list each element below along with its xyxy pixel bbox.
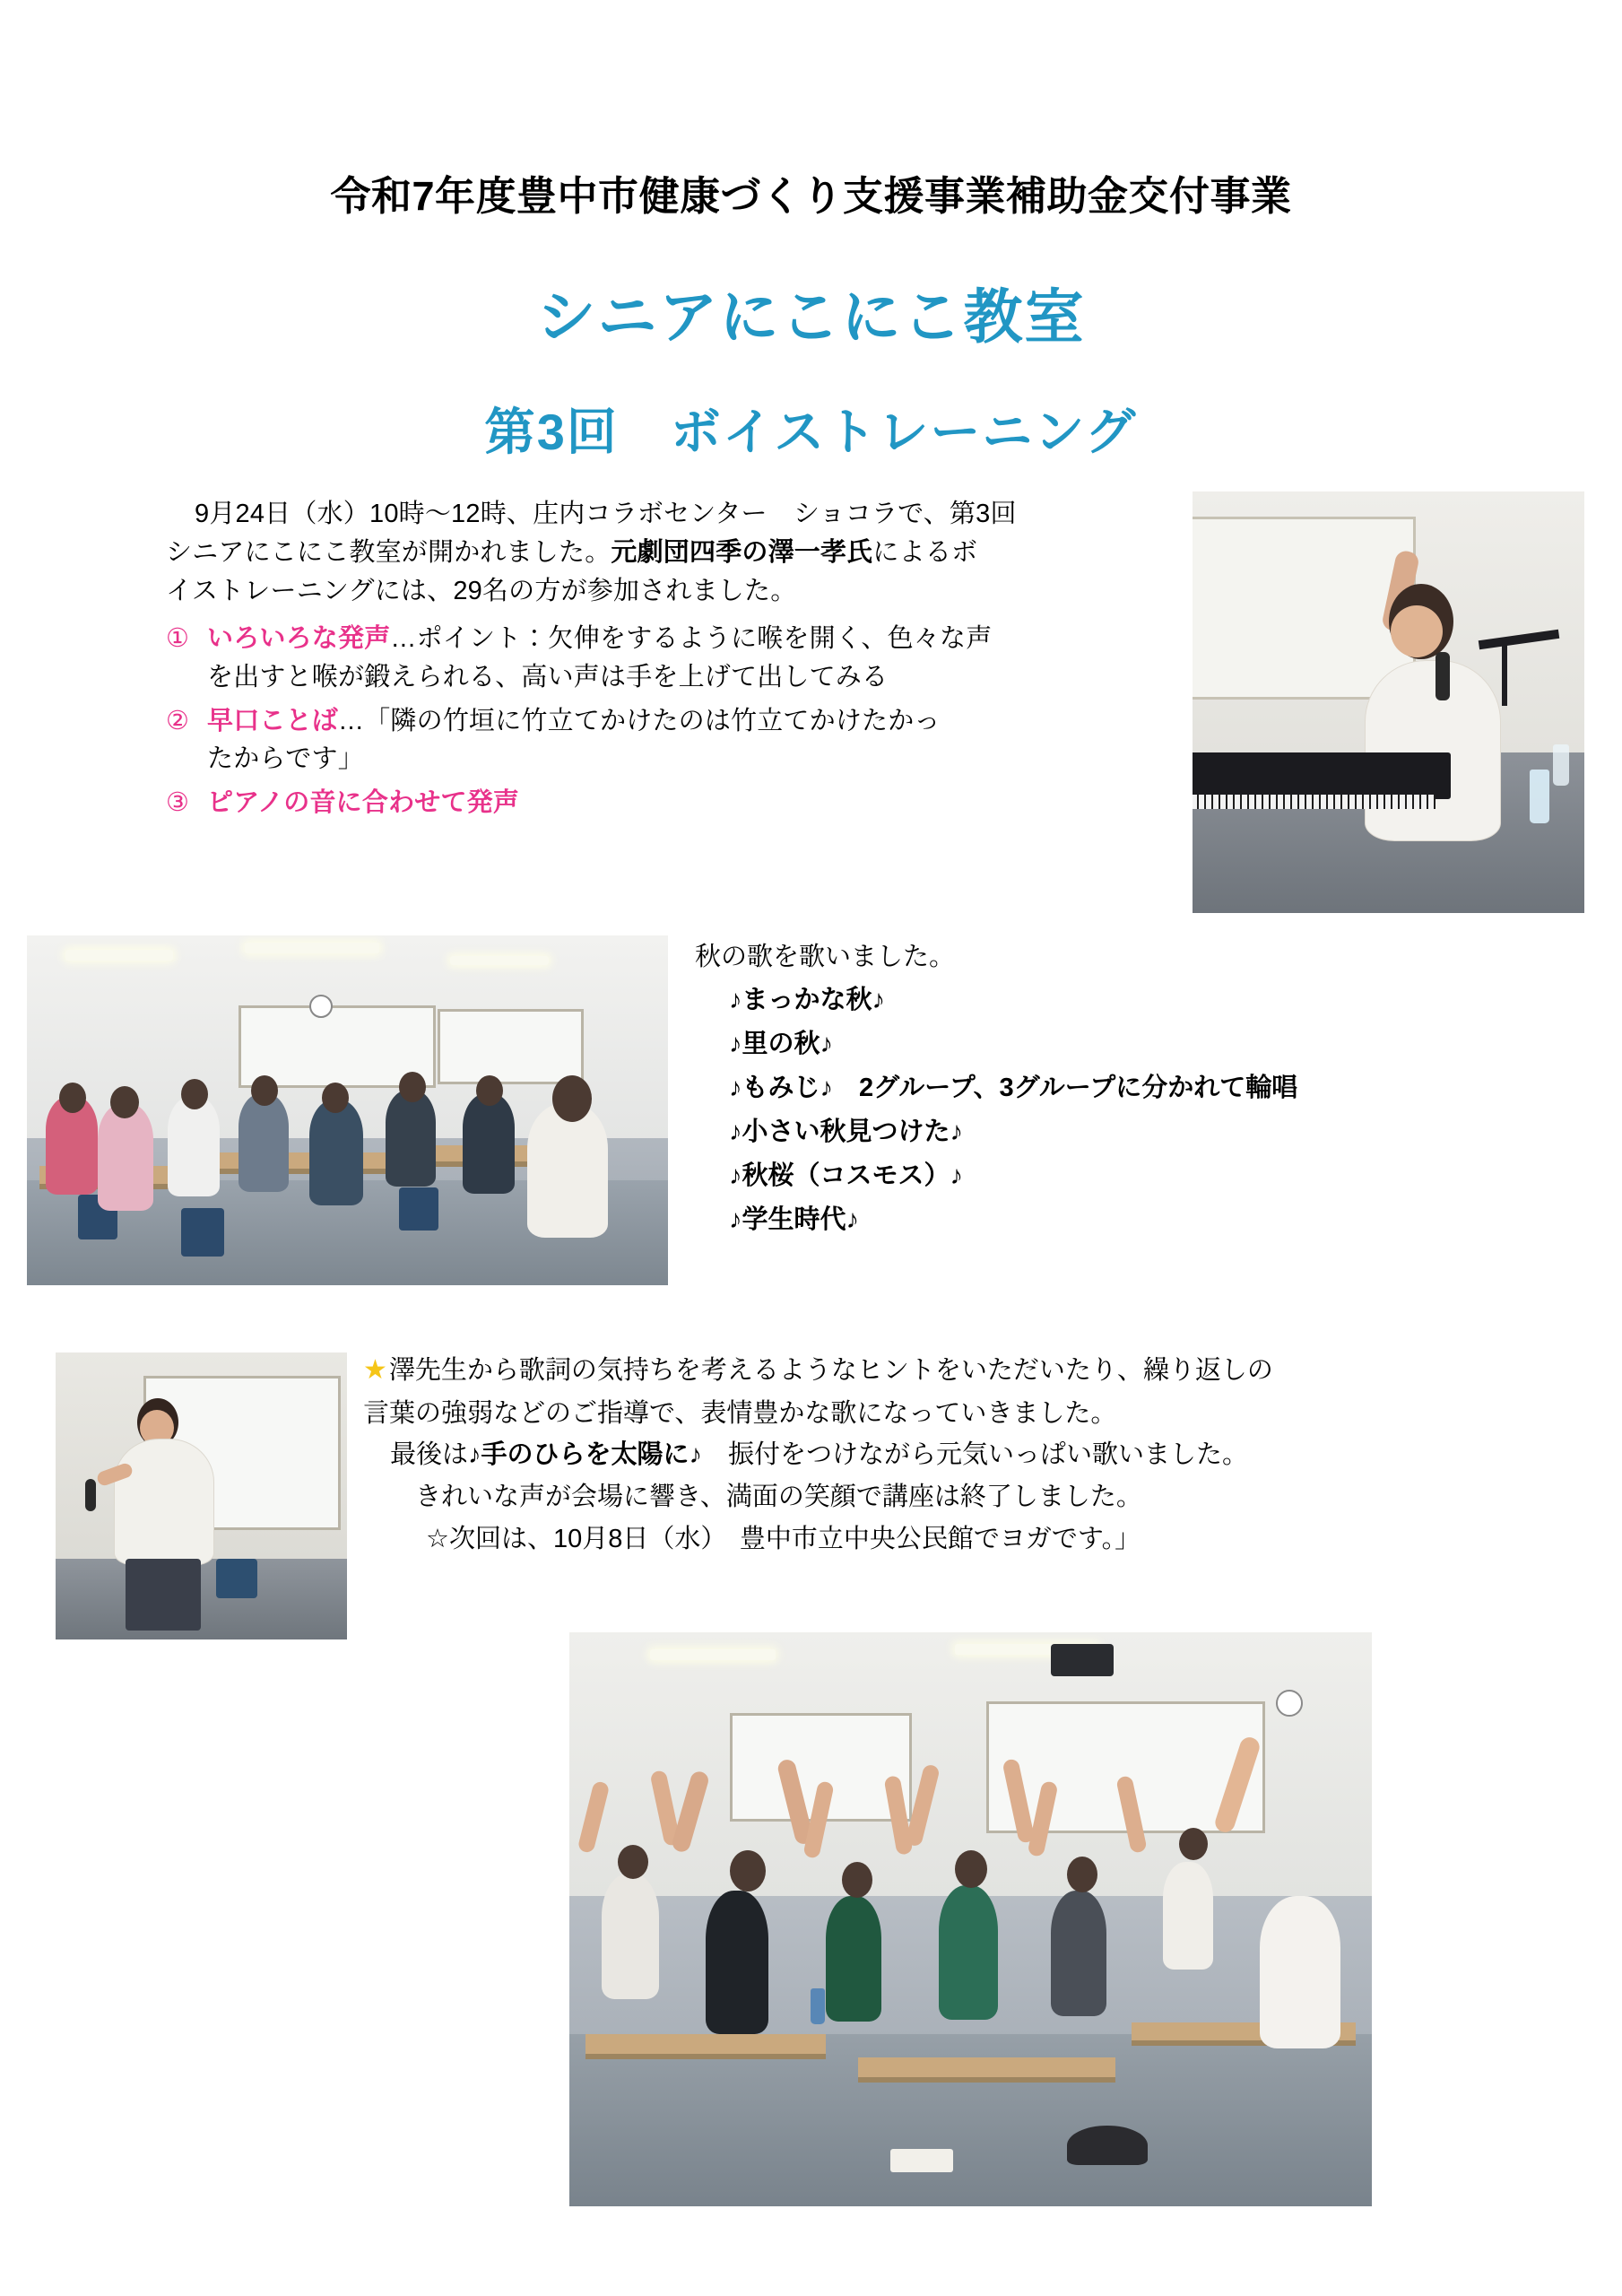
point-label-3: ピアノの音に合わせて発声 [207,788,520,818]
songs-section [695,937,1547,1245]
comment-section [363,1350,1556,1561]
photo-speaker-mic [1193,491,1584,913]
list-item [166,620,1184,697]
list-item: ♪もみじ♪ 2グループ、3グループに分かれて輪唱 [729,1074,1298,1103]
point-body-1 [207,620,1184,697]
comment-line-2: 言葉の強弱などのご指導で、表情豊かな歌になっていきました。 [363,1398,1117,1428]
list-item [166,702,1184,779]
point-list [166,620,1184,823]
list-item: ♪秋桜（コスモス）♪ [729,1161,964,1191]
point-label-1: いろいろな発声 [207,623,391,653]
comment-line-4: きれいな声が会場に響き、満面の笑顔で講座は終了しました。 [415,1483,1142,1512]
songs-heading: 秋の歌を歌いました。 [695,943,956,971]
intro-text [166,495,1184,828]
list-item [166,784,1184,822]
intro-line-3: イストレーニングには、29名の方が参加されました。 [166,576,797,605]
point-number-1: ① [166,623,190,653]
list-item: ♪小さい秋見つけた♪ [729,1118,964,1147]
point-number-3: ③ [166,788,190,818]
star-icon: ★ [363,1355,387,1385]
page-subtitle: 第3回 ボイストレーニング [484,404,1138,460]
list-item: ♪まっかな秋♪ [729,986,886,1015]
list-item: ♪学生時代♪ [729,1205,860,1235]
point-text-1b: を出すと喉が鍛えられる、高い声は手を上げて出してみる [207,662,889,691]
subsidy-heading: 令和7年度豊中市健康づくり支援事業補助金交付事業 [330,173,1292,219]
point-number-2: ② [166,706,190,735]
point-body-3 [207,784,1184,822]
point-body-2 [207,702,1184,779]
point-text-2b: たからです」 [207,744,364,774]
comment-text-1: 澤先生から歌詞の気持ちを考えるようなヒントをいただいたり、繰り返しの [388,1356,1273,1385]
comment-line-3 [363,1435,1556,1475]
song-highlight: ♪手のひらを太陽に♪ [468,1440,703,1470]
intro-line-1: 9月24日（水）10時～12時、庄内コラボセンター ショコラで、第3回 [195,500,1017,528]
point-text-2a: …「隣の竹垣に竹立てかけたのは竹立てかけたかっ [338,706,941,735]
comment-line-1 [363,1350,1556,1392]
next-session-note: ☆次回は、10月8日（水） 豊中市立中央公民館でヨガです。」 [426,1525,1141,1554]
intro-line-2-part-b: によるボ [872,537,978,567]
comment-text-3a: 最後は [390,1440,469,1470]
photo-arms-raised [569,1632,1372,2206]
page-title: シニアにこにこ教室 [536,283,1086,350]
list-item: ♪里の秋♪ [729,1030,834,1059]
intro-line-2 [166,534,1184,572]
photo-classroom-standing [27,935,668,1285]
point-label-2: 早口ことば [207,706,339,735]
instructor-name: 元劇団四季の澤一孝氏 [611,537,873,567]
point-text-1a: …ポイント：欠伸をするように喉を開く、色々な声 [390,623,993,653]
comment-text-3b: 振付をつけながら元気いっぱい歌いました。 [702,1440,1249,1470]
intro-line-2-part-a: シニアにこにこ教室が開かれました。 [166,537,612,567]
songs-list [695,980,1547,1239]
photo-instructor-whiteboard [56,1352,347,1639]
